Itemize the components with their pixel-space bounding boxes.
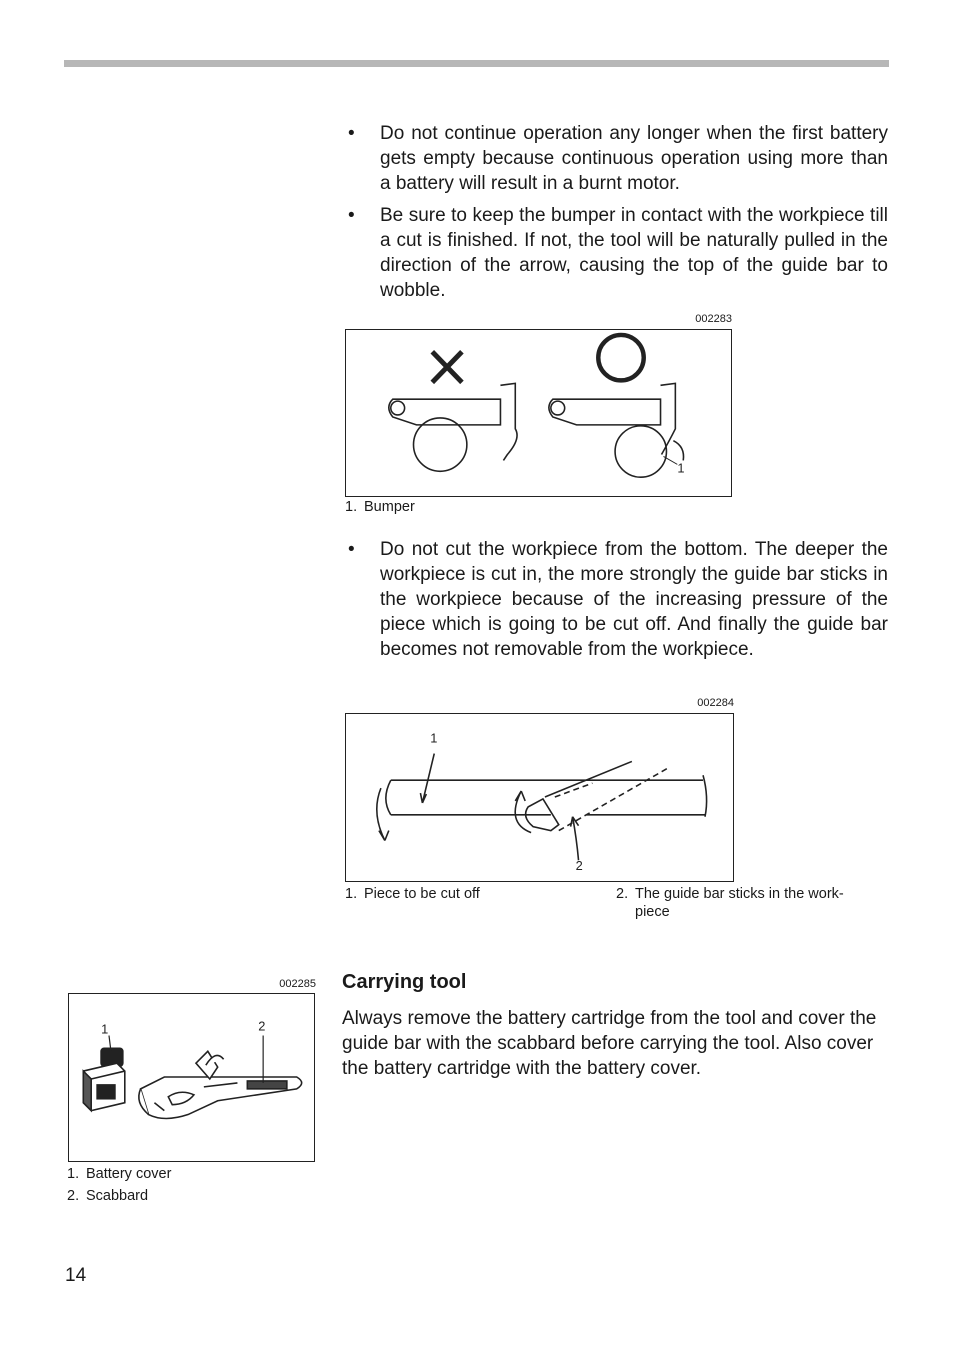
figure-caption: [67, 1165, 171, 1205]
section-paragraph: Always remove the battery cartridge from the tool and cover the guide bar with the scabbard before carrying the tool. Also cover the battery cartridge with the battery cover.: [342, 1008, 877, 1079]
figure-code: 002285: [279, 978, 316, 990]
carrying-illustration: [69, 994, 314, 1161]
caption-text: The guide bar sticks in the work-: [635, 886, 844, 902]
bullet-text: Be sure to keep the bumper in contact with the workpiece till a cut is finished. If not, the tool will be naturally pulled in the direction of the arrow, causing the top of the guide bar to wobble.: [380, 205, 888, 301]
caption-number: 2.: [616, 886, 629, 902]
figure-caption: [616, 885, 888, 921]
battery-cover-icon: [101, 1048, 123, 1066]
section-heading: Carrying tool: [342, 971, 467, 993]
bullet-text: Do not cut the workpiece from the bottom. The deeper the workpiece is cut in, the more strongly the guide bar sticks in the workpiece because of the increasing pressure of the piece which is going to be cut off. And finally the guide bar becomes not removable from the workpiece.: [380, 539, 888, 660]
caption-text: Scabbard: [86, 1188, 149, 1204]
page-number: 14: [65, 1265, 87, 1286]
bumper-figure: [345, 329, 732, 497]
bullet-text: Do not continue operation any longer when the first battery gets empty because continuous operation using more than a battery will result in a burnt motor.: [380, 123, 888, 194]
figure-caption: [345, 498, 415, 516]
caption-number: 1.: [67, 1166, 80, 1182]
cut-from-bottom-figure: [345, 713, 734, 882]
bullet-list-top: [346, 121, 888, 310]
carrying-figure: [68, 993, 315, 1162]
caption-number: 1.: [345, 499, 358, 515]
top-rule: [64, 60, 889, 67]
callout-2: 2: [258, 1018, 266, 1034]
caption-text: Piece to be cut off: [364, 886, 480, 902]
bullet-dot: •: [348, 205, 355, 226]
bullet-item: [346, 203, 888, 303]
callout-1: 1: [101, 1021, 109, 1037]
caption-text: Bumper: [364, 499, 415, 515]
figure-code: 002284: [697, 697, 734, 709]
bullet-item: [346, 537, 888, 662]
caption-text: Battery cover: [86, 1166, 172, 1182]
bullet-item: [346, 121, 888, 196]
caption-number: 2.: [67, 1188, 80, 1204]
cut-from-bottom-illustration: [346, 714, 733, 881]
bullet-list-mid: [346, 537, 888, 669]
bullet-dot: •: [348, 123, 355, 144]
correct-mark-icon: [598, 335, 643, 380]
bumper-illustration: [346, 330, 731, 496]
caption-number: 1.: [345, 886, 358, 902]
callout-1: 1: [430, 730, 438, 746]
caption-text: piece: [635, 904, 670, 920]
figure-caption: [345, 885, 480, 903]
callout-1: 1: [677, 460, 685, 476]
callout-2: 2: [575, 858, 583, 874]
figure-code: 002283: [695, 313, 732, 325]
bullet-dot: •: [348, 539, 355, 560]
